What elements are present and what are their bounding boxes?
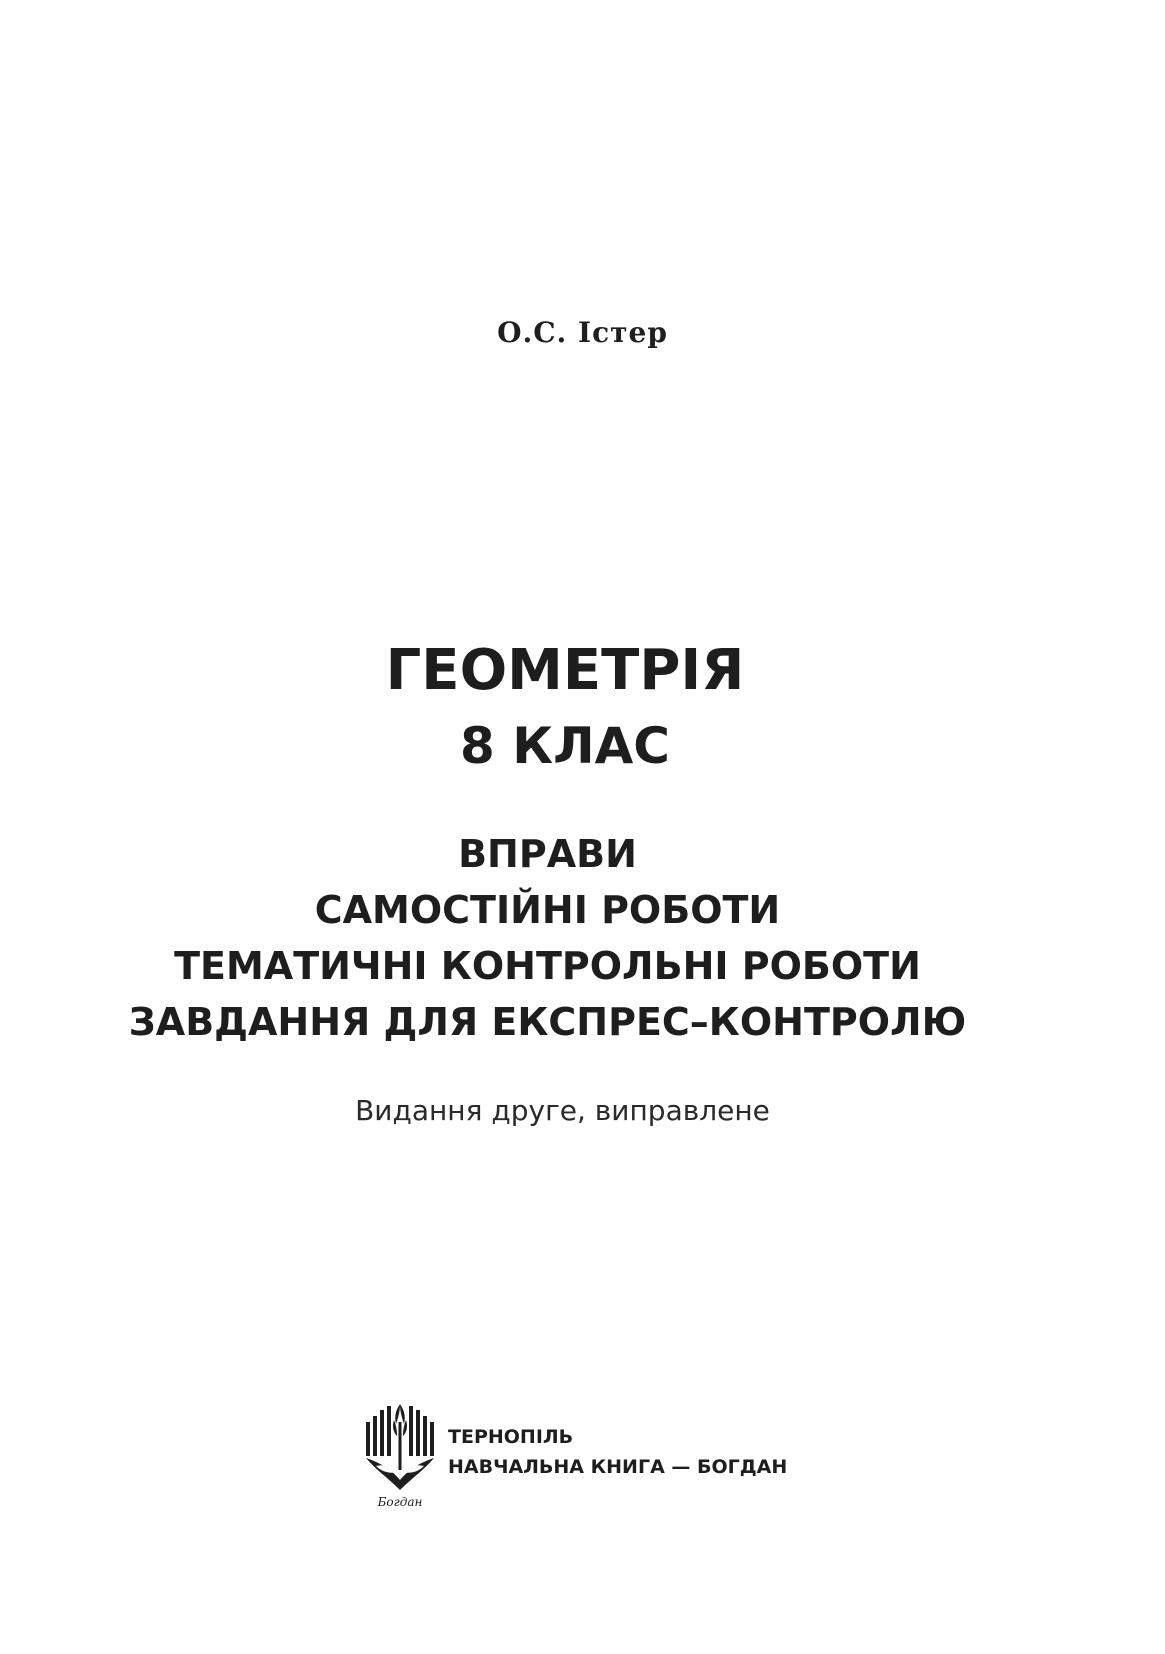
subtitle-independent-works: САМОСТІЙНІ РОБОТИ — [314, 888, 781, 932]
subtitle-exercises: ВПРАВИ — [458, 832, 637, 876]
grade-label: 8 КЛАС — [460, 717, 670, 775]
logo-signature: Богдан — [377, 1495, 423, 1509]
edition-note: Видання друге, виправлене — [355, 1094, 770, 1127]
subtitle-list — [0, 826, 1095, 1050]
author-name: О.С. Істер — [497, 316, 668, 349]
publisher-text — [448, 1422, 787, 1482]
subtitle-thematic-tests: ТЕМАТИЧНІ КОНТРОЛЬНІ РОБОТИ — [174, 944, 921, 988]
publisher-city: ТЕРНОПІЛЬ — [448, 1426, 574, 1448]
publisher-name: НАВЧАЛЬНА КНИГА — БОГДАН — [448, 1456, 788, 1478]
book-tree-logo-icon — [360, 1400, 440, 1510]
book-title: ГЕОМЕТРІЯ — [385, 638, 745, 703]
subtitle-express-control: ЗАВДАННЯ ДЛЯ ЕКСПРЕС–КОНТРОЛЮ — [128, 1000, 967, 1044]
